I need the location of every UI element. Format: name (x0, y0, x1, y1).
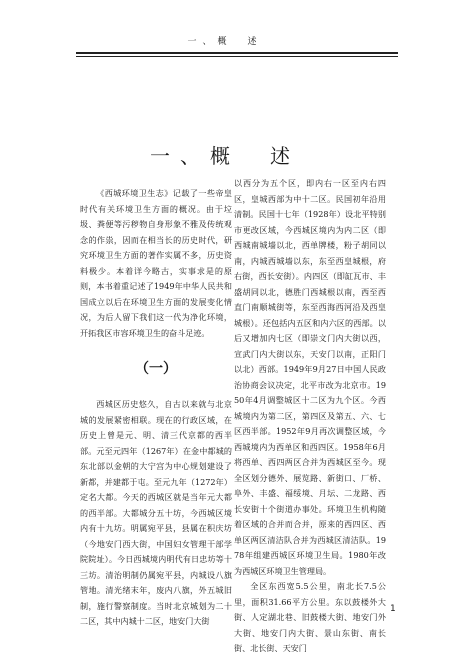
left-column (80, 186, 232, 630)
section-number: （一） (135, 361, 177, 377)
geography-paragraph: 全区东西宽5.5公里，南北长7.5公里，面积31.66平方公里。东以鼓楼外大街、人定湖北巷、旧鼓楼大街、地安门外大街、地安门内大街、景山东街、南长街、北长街、天安门 (234, 581, 386, 653)
header-rule-thin (76, 56, 398, 57)
intro-paragraph: 《西城环境卫生志》记载了一些帝皇时代有关环境卫生方面的概况。由于垃圾、粪便等污秽物自身形象不雅及传统观念的作祟，因而在相当长的历史时代，研究环境卫生方面的著作实属不多，历史资料极少。本着详今略古，实事求是的原则，本书着重记述了1949年中华人民共和国成立以后在环境卫生方面的发展变化情况，为后人留下我们这一代为净化环境，开拓我区市容环境卫生的奋斗足迹。 (80, 188, 232, 338)
right-column (234, 176, 386, 657)
running-header: 一、概 述 (187, 37, 263, 47)
page-number: 1 (390, 604, 396, 614)
header-rule-thick (76, 52, 398, 54)
history-continuation-paragraph: 以西分为五个区，即内右一区至内右四区，皇城西部为中十二区。民国初年沿用清制。民国十七年（1928年）设北平特别市更改区域，今西城区境内为内二区（即西城南城墙以北，西单牌楼，粉子胡同以南，内城西城墙以东，东至西皇城根，府右街，西长安街）。内四区（即缸瓦市、丰盛胡同以北，德胜门西城根以南，西至西直门南顺城街等，东至西海西河沿及西皇城根）。还包括内五区和内六区的西部。以后又增加内七区（即崇文门内大街以西，宣武门内大街以东，天安门以南，正阳门以北）西部。1949年9月27日中国人民政治协商会议决定，北平市改为北京市。1950年4月调整城区十二区为九个区。今西城境内为第二区，第四区及第五、六、七区西半部。1952年9月再次调整区域，今西城境内为西单区和西四区。1958年6月将西单、西四两区合并为西城区至今。现全区划分德外、展览路、新街口、厂桥、阜外、丰盛、福绥境、月坛、二龙路、西长安街十个街道办事处。环境卫生机构随着区域的合并而合并，原来的西四区、西单区两区清洁队合并为西城区清洁队。1978年组建西城区环境卫生局。1980年改为西城区环境卫生管理局。 (234, 178, 386, 576)
history-paragraph: 西城区历史悠久，自古以来就与北京城的发展紧密相联。现在的行政区域，在历史上曾是元、明、清三代京都的西半部。元至元四年（1267年）在金中都城的东北部以金朝的大宁宫为中心规划建设了新都，并建都于屯。至元九年（1272年）定名大都。今天的西城区就是当年元大都的西半部。大都城分五十坊，今西城区境内有十九坊。明属宛平县，县属在积庆坊（今地安门西大街，中国妇女管理干部学院院址）。今日西城境内明代有日忠坊等十三坊。清治明制仍属宛平县，内城设八旗管地。清光绪末年，废内八旗，外五城旧制，施行警察制度。当时北京城划为二十二区，其中内城十二区，地安门大街 (80, 399, 232, 626)
chapter-title: 一、概 述 (150, 144, 300, 168)
